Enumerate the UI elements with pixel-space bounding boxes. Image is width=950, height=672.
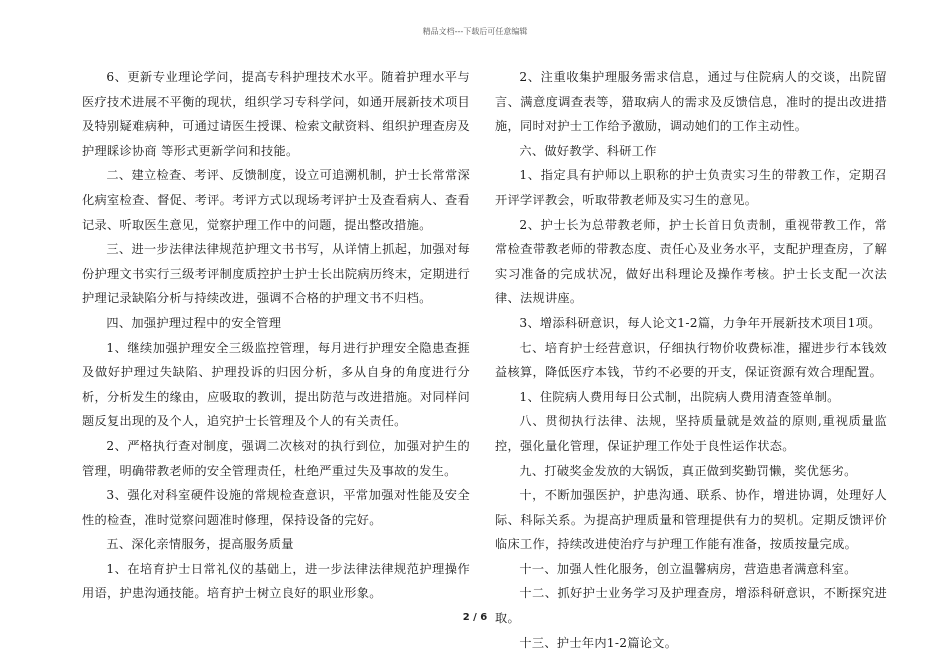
paragraph: 1、住院病人费用每日公式制，出院病人费用清查签单制。 — [519, 389, 840, 404]
paragraph: 1、继续加强护理安全三级监控管理，每月进行护理安全隐患查捱及做好护理过失缺陷、护理投诉的归因分析，多从自身的角度进行分析，分析发生的缘由，应吸取的教训，提出防范与改进措施。对同样问题反复出现的及个人，追究护士长管理及个人的有关责任。 — [82, 340, 470, 429]
paragraph: 3、增添科研意识，每人论文1-2篇，力争年开展新技术项目1项。 — [519, 315, 881, 330]
paragraph: 1、指定具有护师以上职称的护士负责实习生的带教工作，定期召开评学评教会，听取带教老师及实习生的意见。 — [495, 168, 887, 207]
paragraph: 2、注重收集护理服务需求信息，通过与住院病人的交谈，出院留言、满意度调查表等，猎取病人的需求及反馈信息，准时的提出改进措施，同时对护士工作给予激励，调动她们的工作主动性。 — [495, 70, 887, 134]
section-heading: 六、做好教学、科研工作 — [519, 143, 657, 158]
section-heading: 四、加强护理过程中的安全管理 — [106, 315, 282, 330]
left-column — [82, 65, 470, 606]
section-heading: 五、深化亲情服务，提高服务质量 — [106, 537, 294, 552]
paragraph: 二、建立检查、考评、反馈制度，设立可追溯机制，护士长常常深化病室检查、督促、考评。考评方式以现场考评护士及查看病人、查看记录、听取医生意见，觉察护理工作中的问题，提出整改措施。 — [82, 168, 470, 232]
section-heading: 八、贯彻执行法律、法规，坚持质量就是效益的原则,重视质量监控，强化量化管理，保证护理工作处于良性运作状态。 — [495, 414, 887, 453]
page-header: 精品文档---下载后可任意编辑 — [422, 27, 528, 36]
paragraph: 三、进一步法律法律规范护理文书书写，从详情上抓起，加强对每份护理文书实行三级考评制度质控护士护士长出院病历终末，定期进行护理记录缺陷分析与持续改进，强调不合格的护理文书不归档。 — [82, 242, 470, 306]
paragraph: 6、更新专业理论学问，提高专科护理技术水平。随着护理水平与医疗技术进展不平衡的现状，组织学习专科学问，如通开展新技术项目及特别疑难病种，可通过请医生授课、检索文献资料、组织护理查房及护理睬诊协商 等形式更新学问和技能。 — [82, 70, 470, 158]
paragraph: 2、严格执行查对制度，强调二次核对的执行到位，加强对护生的管理，明确带教老师的安全管理责任，杜绝严重过失及事故的发生。 — [82, 438, 470, 478]
paragraph: 2、护士长为总带教老师，护士长首日负责制，重视带教工作，常常检查带教老师的带教态度、责任心及业务水平，支配护理查房，了解实习准备的完成状况，做好出科理论及操作考核。护士长支配一次法律、法规讲座。 — [495, 217, 887, 306]
section-heading: 十一、加强人性化服务，创立温馨病房，营造患者满意科室。 — [519, 561, 857, 576]
section-heading: 十三、护士年内1-2篇论文。 — [519, 635, 678, 650]
paragraph: 3、强化对科室硬件设施的常规检查意识，平常加强对性能及安全性的检查，准时觉察问题准时修理，保持设备的完好。 — [82, 488, 470, 527]
section-heading: 十二、抓好护士业务学习及护理查房，增添科研意识，不断探究进取。 — [495, 586, 887, 626]
paragraph: 1、在培育护士日常礼仪的基础上，进一步法律法律规范护理操作用语，护患沟通技能。培育护士树立良好的职业形象。 — [82, 561, 470, 601]
section-heading: 九、打破奖金发放的大锅饭，真正做到奖勤罚懒，奖优惩劣。 — [519, 463, 857, 478]
section-heading: 十，不断加强医护，护患沟通、联系、协作，增进协调，处理好人际、科际关系。为提高护理质量和管理提供有力的契机。定期反馈评价临床工作，持续改进使治疗与护理工作能有准备，按质按量完成。 — [495, 488, 887, 552]
page-number: 2 / 6 — [462, 612, 488, 623]
right-column — [495, 65, 887, 655]
section-heading: 七、培育护士经营意识，仔细执行物价收费标准，擢进步行本钱效益核算，降低医疗本钱，节约不必要的开支，保证资源有效合理配置。 — [495, 340, 887, 380]
